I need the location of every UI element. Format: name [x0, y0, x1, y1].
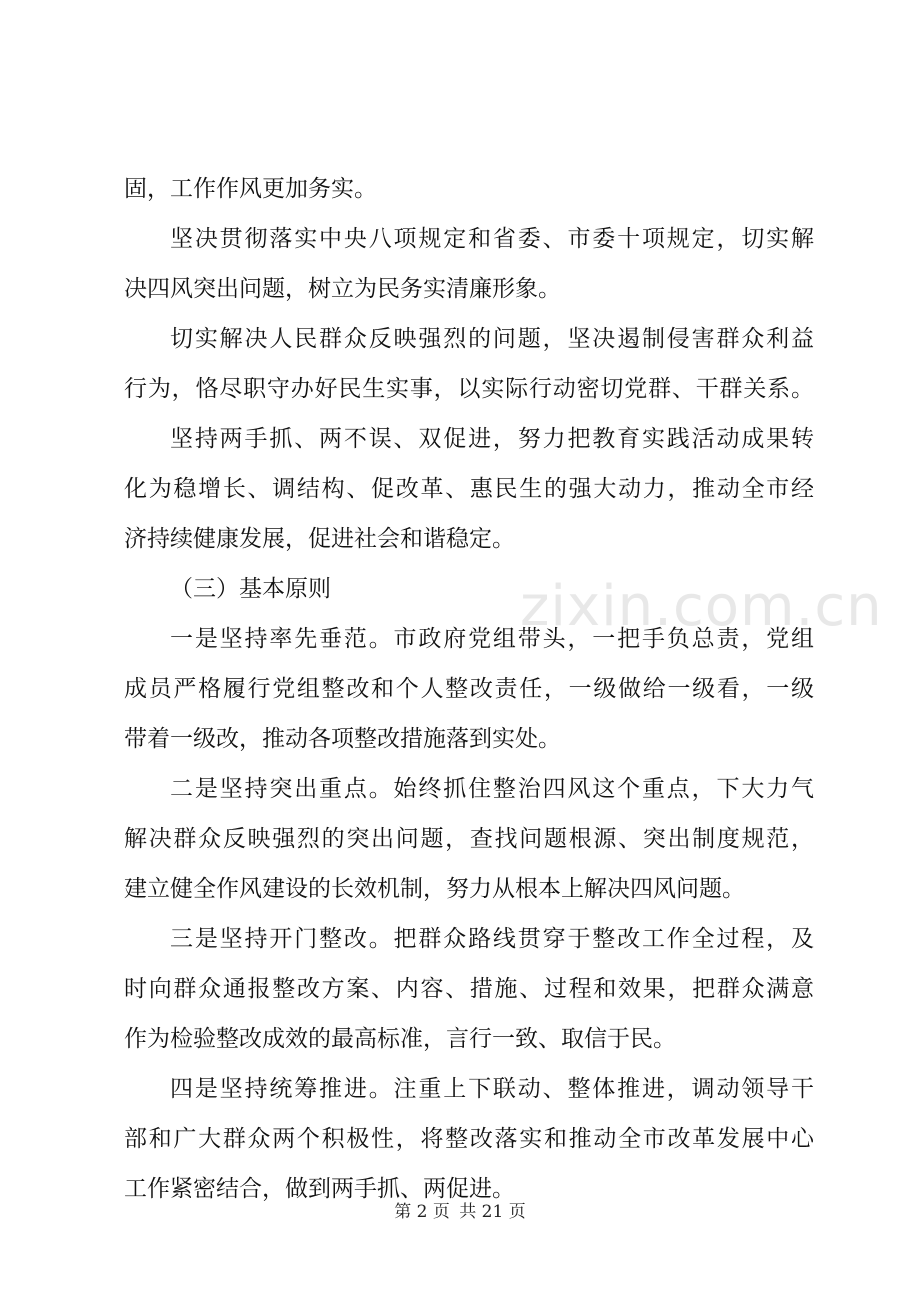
- text-line: 切实解决人民群众反映强烈的问题，坚决遏制侵害群众利益: [170, 326, 814, 352]
- text-line: 三是坚持开门整改。把群众路线贯穿于整改工作全过程，及: [170, 926, 814, 952]
- text-line: 坚决贯彻落实中央八项规定和省委、市委十项规定，切实解: [170, 226, 814, 252]
- text-line: 建立健全作风建设的长效机制，努力从根本上解决四风问题。: [124, 876, 745, 902]
- text-line: 决四风突出问题，树立为民务实清廉形象。: [124, 276, 561, 302]
- text-line: 工作紧密结合，做到两手抓、两促进。: [124, 1176, 515, 1202]
- text-line: 一是坚持率先垂范。市政府党组带头，一把手负总责，党组: [170, 626, 814, 652]
- text-line: 化为稳增长、调结构、促改革、惠民生的强大动力，推动全市经: [124, 476, 814, 502]
- watermark: zixin.com.cn: [520, 574, 883, 639]
- section-heading: （三）基本原则: [170, 576, 331, 602]
- text-line: 作为检验整改成效的最高标准，言行一致、取信于民。: [124, 1026, 676, 1052]
- text-line: 四是坚持统筹推进。注重上下联动、整体推进，调动领导干: [170, 1076, 814, 1102]
- text-line: 行为，恪尽职守办好民生实事，以实际行动密切党群、干群关系。: [124, 376, 814, 402]
- text-line: 固，工作作风更加务实。: [124, 176, 377, 202]
- text-line: 二是坚持突出重点。始终抓住整治四风这个重点，下大力气: [170, 776, 814, 802]
- document-body: [124, 164, 814, 1214]
- page-number: 第 2 页: [394, 1202, 450, 1222]
- text-line: 坚持两手抓、两不误、双促进，努力把教育实践活动成果转: [170, 426, 814, 452]
- text-line: 部和广大群众两个积极性，将整改落实和推动全市改革发展中心: [124, 1126, 814, 1152]
- page-total: 共 21 页: [459, 1202, 526, 1222]
- text-line: 时向群众通报整改方案、内容、措施、过程和效果，把群众满意: [124, 976, 814, 1002]
- text-line: 带着一级改，推动各项整改措施落到实处。: [124, 726, 561, 752]
- text-line: 成员严格履行党组整改和个人整改责任，一级做给一级看，一级: [124, 676, 814, 702]
- text-line: 解决群众反映强烈的突出问题，查找问题根源、突出制度规范，: [124, 826, 814, 852]
- text-line: 济持续健康发展，促进社会和谐稳定。: [124, 526, 515, 552]
